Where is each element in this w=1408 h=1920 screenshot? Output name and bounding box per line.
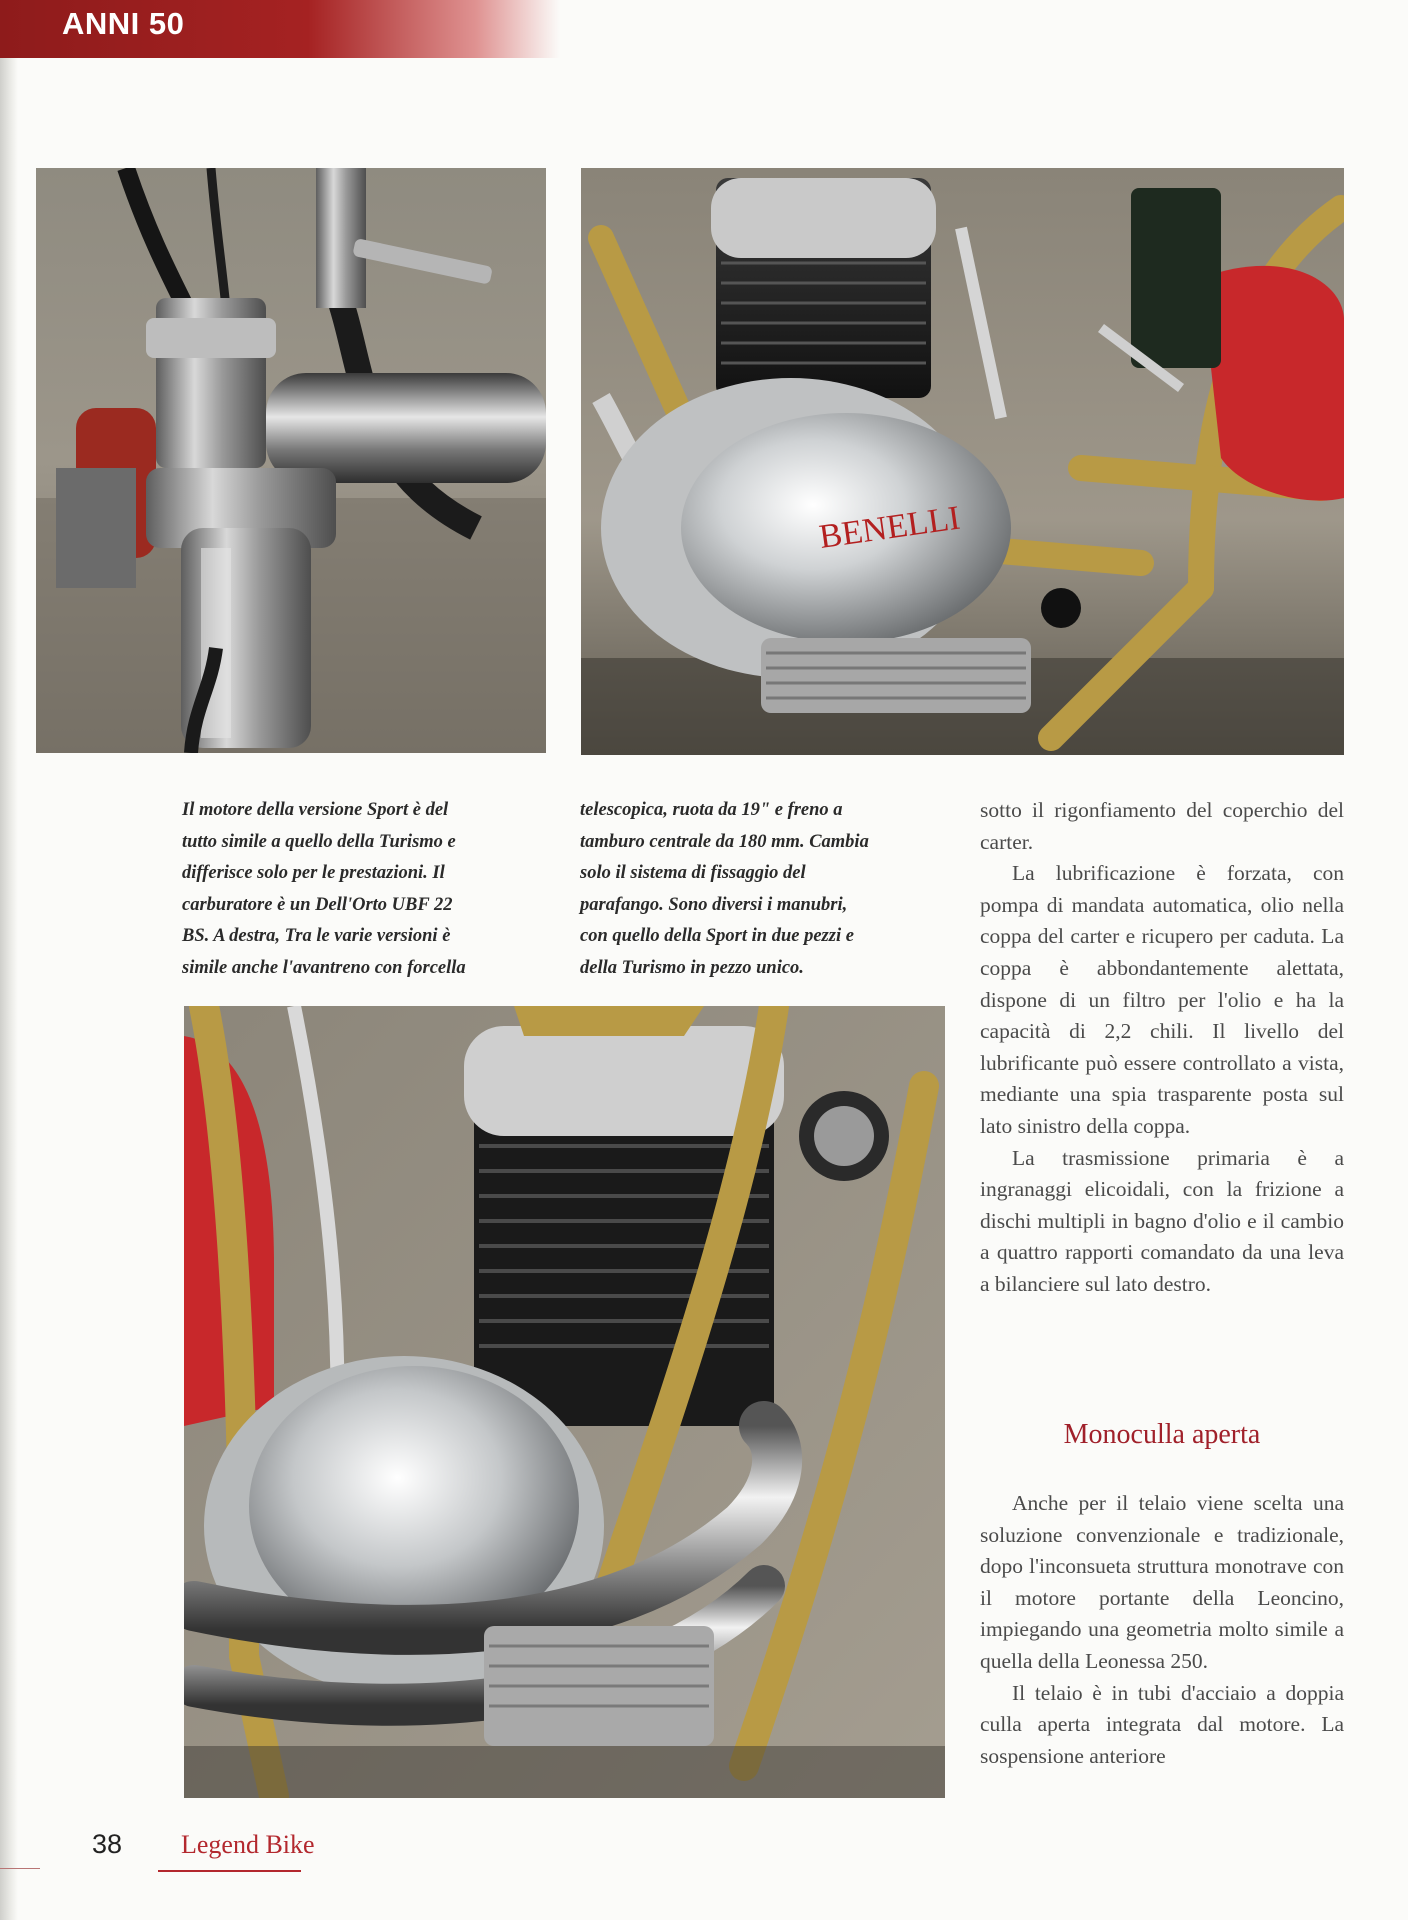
- photo-carburetor: [36, 168, 546, 753]
- article-paragraph: La trasmissione primaria è a ingranaggi elicoidali, con la frizione a dischi multipli in bagno d'olio e il cambio a quattro rapporti comandato da una leva a bilanciere sul lato destro.: [980, 1145, 1344, 1296]
- engine-closeup-illustration: [184, 1006, 945, 1798]
- caption-line: BS. A destra, Tra le varie versioni è: [182, 926, 451, 946]
- photo-engine-closeup: [184, 1006, 945, 1798]
- magazine-name: Legend Bike: [181, 1830, 315, 1859]
- article-subheading: Monoculla aperta: [1063, 1419, 1261, 1450]
- caption-line: Il motore della versione Sport è del: [182, 800, 449, 820]
- photo-engine-side: [581, 168, 1344, 755]
- article-paragraph: La lubrificazione è forzata, con pompa di mandata automatica, olio nella coppa del carter e ricupero per caduta. La coppa è abbondantemente alettata, dispone di un filtro per l'olio e ha la capacità di 2,2 chili. Il livello del lubrificante può essere controllato a vista, mediante una spia trasparente posta sul lato sinistro della coppa.: [980, 861, 1344, 1138]
- caption-line: solo il sistema di fissaggio del: [580, 863, 806, 883]
- page-number: 38: [92, 1829, 123, 1859]
- section-label: ANNI 50: [62, 6, 185, 41]
- footer-tick-mark: [0, 1868, 40, 1869]
- article-paragraph: sotto il rigonfiamento del coperchio del carter.: [980, 798, 1344, 854]
- caption-line: telescopica, ruota da 19" e freno a: [580, 800, 843, 820]
- photo-caption-right: [580, 795, 948, 984]
- engine-side-illustration: [581, 168, 1344, 755]
- engine-badge: BENELLI: [816, 499, 963, 556]
- carburetor-illustration: [36, 168, 546, 753]
- caption-line: con quello della Sport in due pezzi e: [580, 926, 854, 946]
- footer-rule: [158, 1870, 301, 1872]
- page-spine-shadow: [0, 0, 18, 1920]
- article-body-column: [980, 795, 1344, 1301]
- article-paragraph: Il telaio è in tubi d'acciaio a doppia culla aperta integrata dal motore. La sospensione anteriore: [980, 1680, 1344, 1768]
- caption-line: tamburo centrale da 180 mm. Cambia: [580, 831, 869, 852]
- article-paragraph: Anche per il telaio viene scelta una soluzione convenzionale e tradizionale, dopo l'inconsueta struttura monotrave con il motore portante della Leoncino, impiegando una geometria molto simile a quella della Leonessa 250.: [980, 1491, 1344, 1673]
- photo-caption-left: [182, 795, 534, 984]
- caption-line: carburatore è un Dell'Orto UBF 22: [182, 894, 453, 915]
- caption-line: parafango. Sono diversi i manubri,: [580, 894, 848, 915]
- section-banner: [0, 0, 560, 58]
- caption-line: differisce solo per le prestazioni. Il: [182, 863, 445, 883]
- article-body-column-continued: [980, 1488, 1344, 1772]
- caption-line: della Turismo in pezzo unico.: [580, 957, 804, 978]
- caption-line: simile anche l'avantreno con forcella: [182, 957, 466, 978]
- caption-line: tutto simile a quello della Turismo e: [182, 831, 456, 852]
